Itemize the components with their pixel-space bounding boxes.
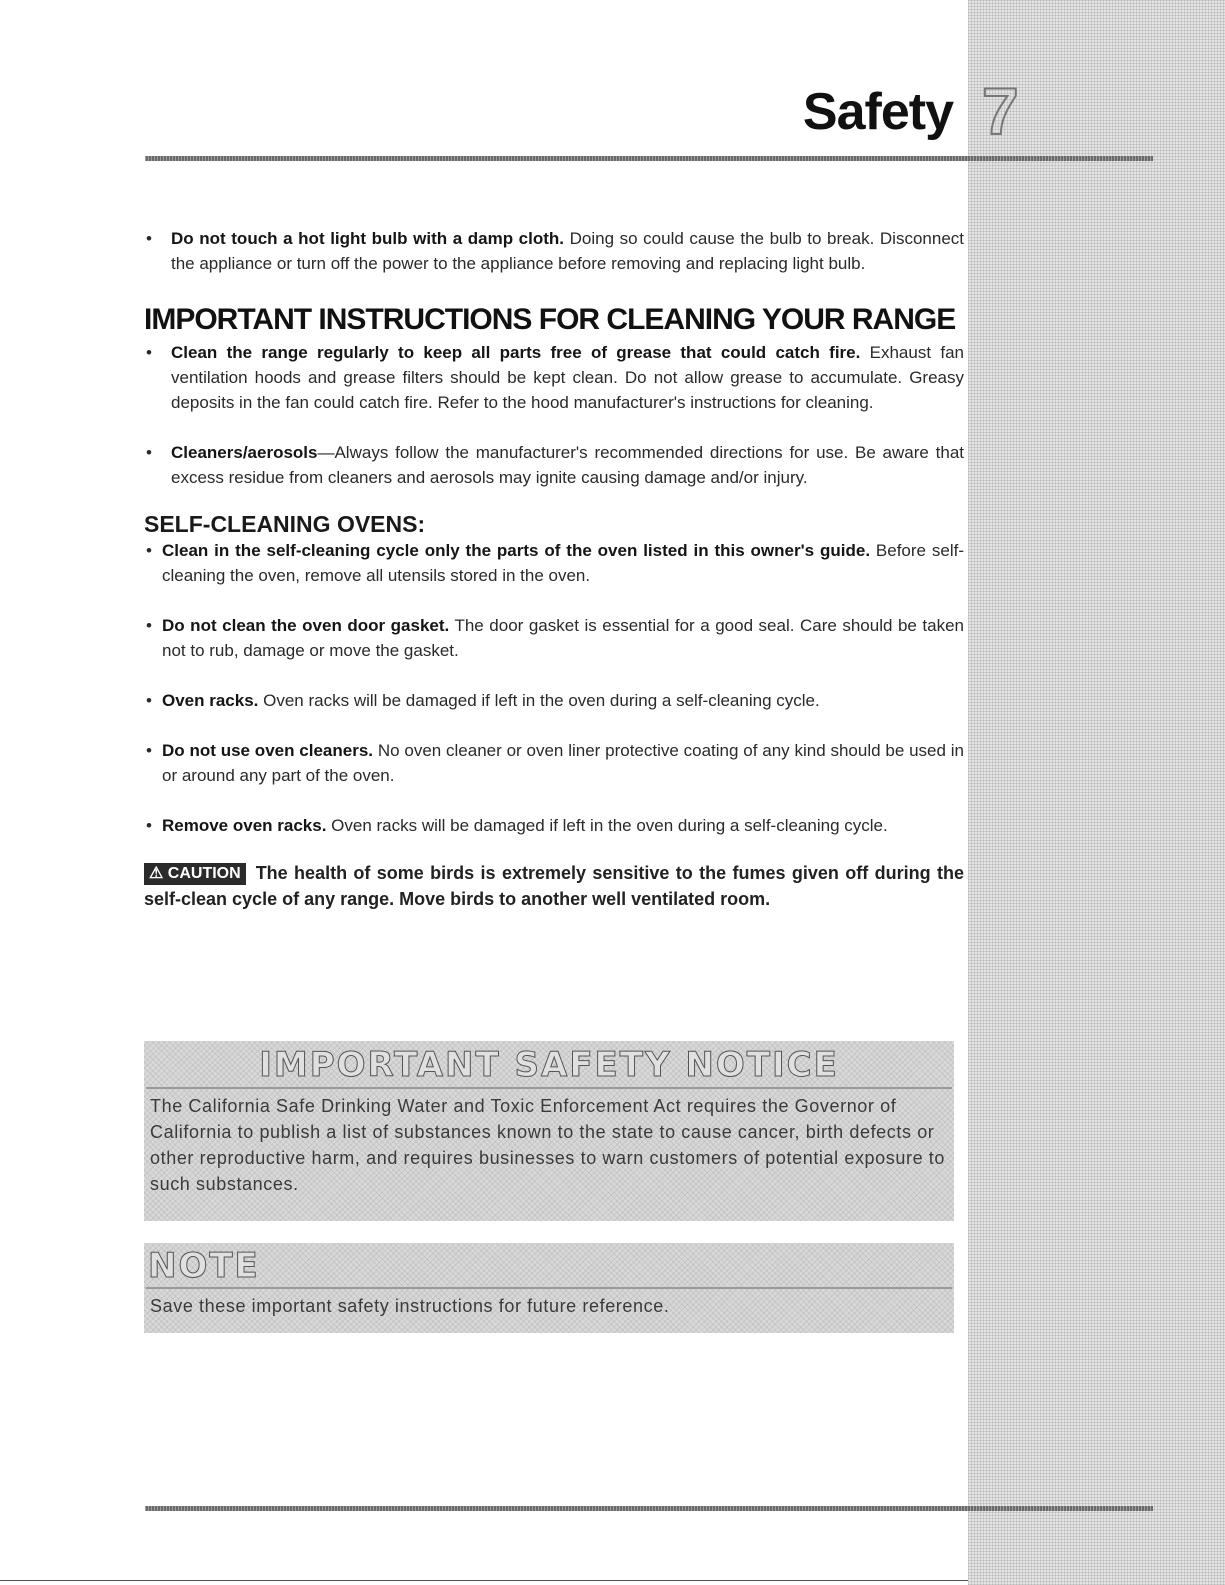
item-text: Oven racks will be damaged if left in the oven during a self-cleaning cycle. bbox=[258, 691, 820, 710]
item-bold: Do not clean the oven door gasket. bbox=[162, 616, 450, 635]
item-text: The door gasket is essential for a good seal. Care should be taken not to rub, damage or move the gasket. bbox=[162, 616, 964, 660]
caution-block bbox=[144, 860, 964, 912]
caution-badge bbox=[144, 863, 246, 885]
list-item bbox=[144, 813, 964, 838]
note-box bbox=[144, 1243, 954, 1333]
intro-text: Doing so could cause the bulb to break. Disconnect the appliance or turn off the power to the appliance before removing and replacing light bulb. bbox=[171, 229, 964, 273]
main-content bbox=[144, 226, 964, 912]
intro-bullet bbox=[144, 226, 964, 276]
caution-text: The health of some birds is extremely sensitive to the fumes given off during the self-clean cycle of any range. Move birds to another well ventilated room. bbox=[144, 863, 964, 909]
page-number: 7 bbox=[982, 74, 1019, 148]
intro-bold: Do not touch a hot light bulb with a damp cloth. bbox=[171, 229, 565, 248]
note-title: NOTE bbox=[148, 1246, 260, 1286]
list-item bbox=[144, 440, 964, 490]
cleaning-heading: IMPORTANT INSTRUCTIONS FOR CLEANING YOUR RANGE bbox=[144, 303, 956, 336]
safety-notice-title: IMPORTANT SAFETY NOTICE bbox=[259, 1045, 839, 1085]
note-text: Save these important safety instructions for future reference. bbox=[150, 1296, 670, 1316]
item-text: Before self-cleaning the oven, remove all utensils stored in the oven. bbox=[162, 541, 964, 585]
header-rule bbox=[145, 156, 1153, 161]
side-strip bbox=[968, 0, 1225, 1585]
safety-notice-box bbox=[144, 1041, 954, 1221]
page-bottom-line bbox=[0, 1580, 968, 1581]
footer-rule bbox=[145, 1506, 1153, 1511]
warning-icon: ⚠ bbox=[149, 865, 164, 882]
list-item bbox=[144, 538, 964, 588]
list-item bbox=[144, 340, 964, 415]
self-cleaning-heading: SELF-CLEANING OVENS: bbox=[144, 511, 426, 537]
caution-label: CAUTION bbox=[167, 865, 241, 882]
item-bold: Remove oven racks. bbox=[162, 816, 327, 835]
list-item bbox=[144, 738, 964, 788]
item-bold: Cleaners/aerosols bbox=[171, 443, 318, 462]
item-text: Exhaust fan ventilation hoods and grease filters should be kept clean. Do not allow grease to accumulate. Greasy deposits in the fan could catch fire. Refer to the hood manufacturer's instructions for cleaning. bbox=[171, 343, 964, 412]
safety-notice-text: The California Safe Drinking Water and Toxic Enforcement Act requires the Governor of California to publish a list of substances known to the state to cause cancer, birth defects or other reproductive harm, and requires businesses to warn customers of potential exposure to such substances. bbox=[150, 1096, 945, 1194]
item-bold: Oven racks. bbox=[162, 691, 259, 710]
item-bold: Clean in the self-cleaning cycle only the parts of the oven listed in this owner's guide. bbox=[162, 541, 871, 560]
item-bold: Do not use oven cleaners. bbox=[162, 741, 374, 760]
page-title: Safety bbox=[802, 83, 953, 141]
list-item bbox=[144, 613, 964, 663]
item-text: —Always follow the manufacturer's recommended directions for use. Be aware that excess residue from cleaners and aerosols may ignite causing damage and/or injury. bbox=[171, 443, 964, 487]
list-item bbox=[144, 688, 964, 713]
item-text: No oven cleaner or oven liner protective coating of any kind should be used in or around any part of the oven. bbox=[162, 741, 964, 785]
item-text: Oven racks will be damaged if left in the oven during a self-cleaning cycle. bbox=[326, 816, 888, 835]
item-bold: Clean the range regularly to keep all parts free of grease that could catch fire. bbox=[171, 343, 861, 362]
